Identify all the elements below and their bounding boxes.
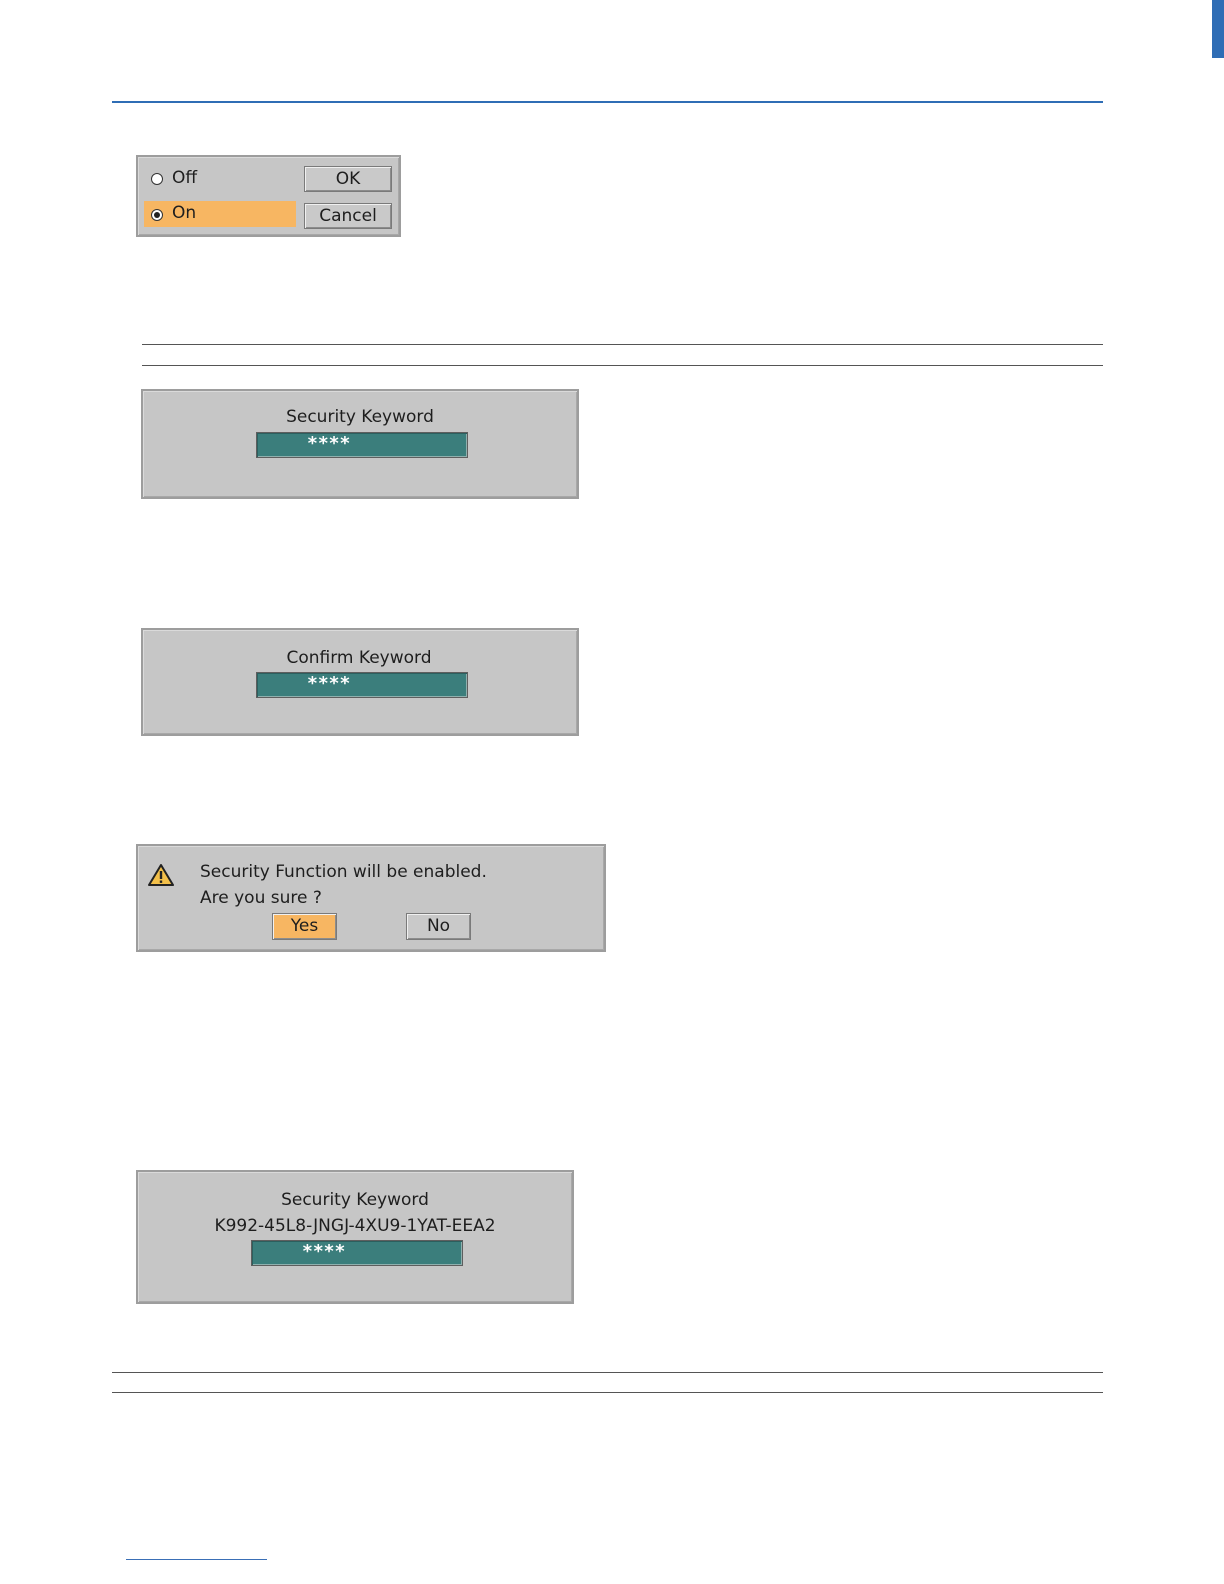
security-keyword-input[interactable] bbox=[256, 432, 468, 458]
confirm-keyword-title: Confirm Keyword bbox=[286, 648, 432, 668]
cancel-button[interactable]: Cancel bbox=[304, 203, 392, 229]
security-keyword-title: Security Keyword bbox=[286, 407, 434, 427]
yes-button[interactable]: Yes bbox=[272, 913, 337, 940]
warning-message-line1: Security Function will be enabled. bbox=[200, 862, 487, 882]
off-label: Off bbox=[172, 168, 198, 188]
confirm-keyword-value: **** bbox=[307, 673, 351, 694]
page-edge-tab bbox=[1212, 0, 1224, 58]
footer-rule-bottom bbox=[112, 1392, 1103, 1393]
no-button[interactable]: No bbox=[406, 913, 471, 940]
security-keyword-dialog bbox=[141, 389, 579, 499]
header-rule bbox=[112, 101, 1103, 103]
option-off-row[interactable] bbox=[144, 165, 296, 191]
security-keyword-value: **** bbox=[307, 433, 351, 454]
release-keyword-title: Security Keyword bbox=[281, 1190, 429, 1210]
off-radio[interactable] bbox=[151, 173, 163, 185]
section-rule-top bbox=[142, 344, 1103, 345]
release-keyword-value: **** bbox=[302, 1241, 346, 1262]
section-rule-bottom bbox=[142, 365, 1103, 366]
release-keyword-input[interactable] bbox=[251, 1240, 463, 1266]
confirm-keyword-input[interactable] bbox=[256, 672, 468, 698]
warning-triangle-icon bbox=[148, 863, 174, 887]
on-radio[interactable] bbox=[151, 209, 163, 221]
security-warning-dialog bbox=[136, 844, 606, 952]
security-onoff-dialog bbox=[136, 155, 401, 237]
release-code-text: K992-45L8-JNGJ-4XU9-1YAT-EEA2 bbox=[214, 1216, 496, 1236]
release-code-keyword-dialog bbox=[136, 1170, 574, 1304]
footer-rule-top bbox=[112, 1372, 1103, 1373]
ok-button[interactable]: OK bbox=[304, 166, 392, 192]
on-label: On bbox=[172, 203, 197, 223]
confirm-keyword-dialog bbox=[141, 628, 579, 736]
option-on-row[interactable] bbox=[144, 201, 296, 227]
footnote-underline bbox=[126, 1559, 267, 1560]
warning-message-line2: Are you sure ? bbox=[200, 888, 322, 908]
